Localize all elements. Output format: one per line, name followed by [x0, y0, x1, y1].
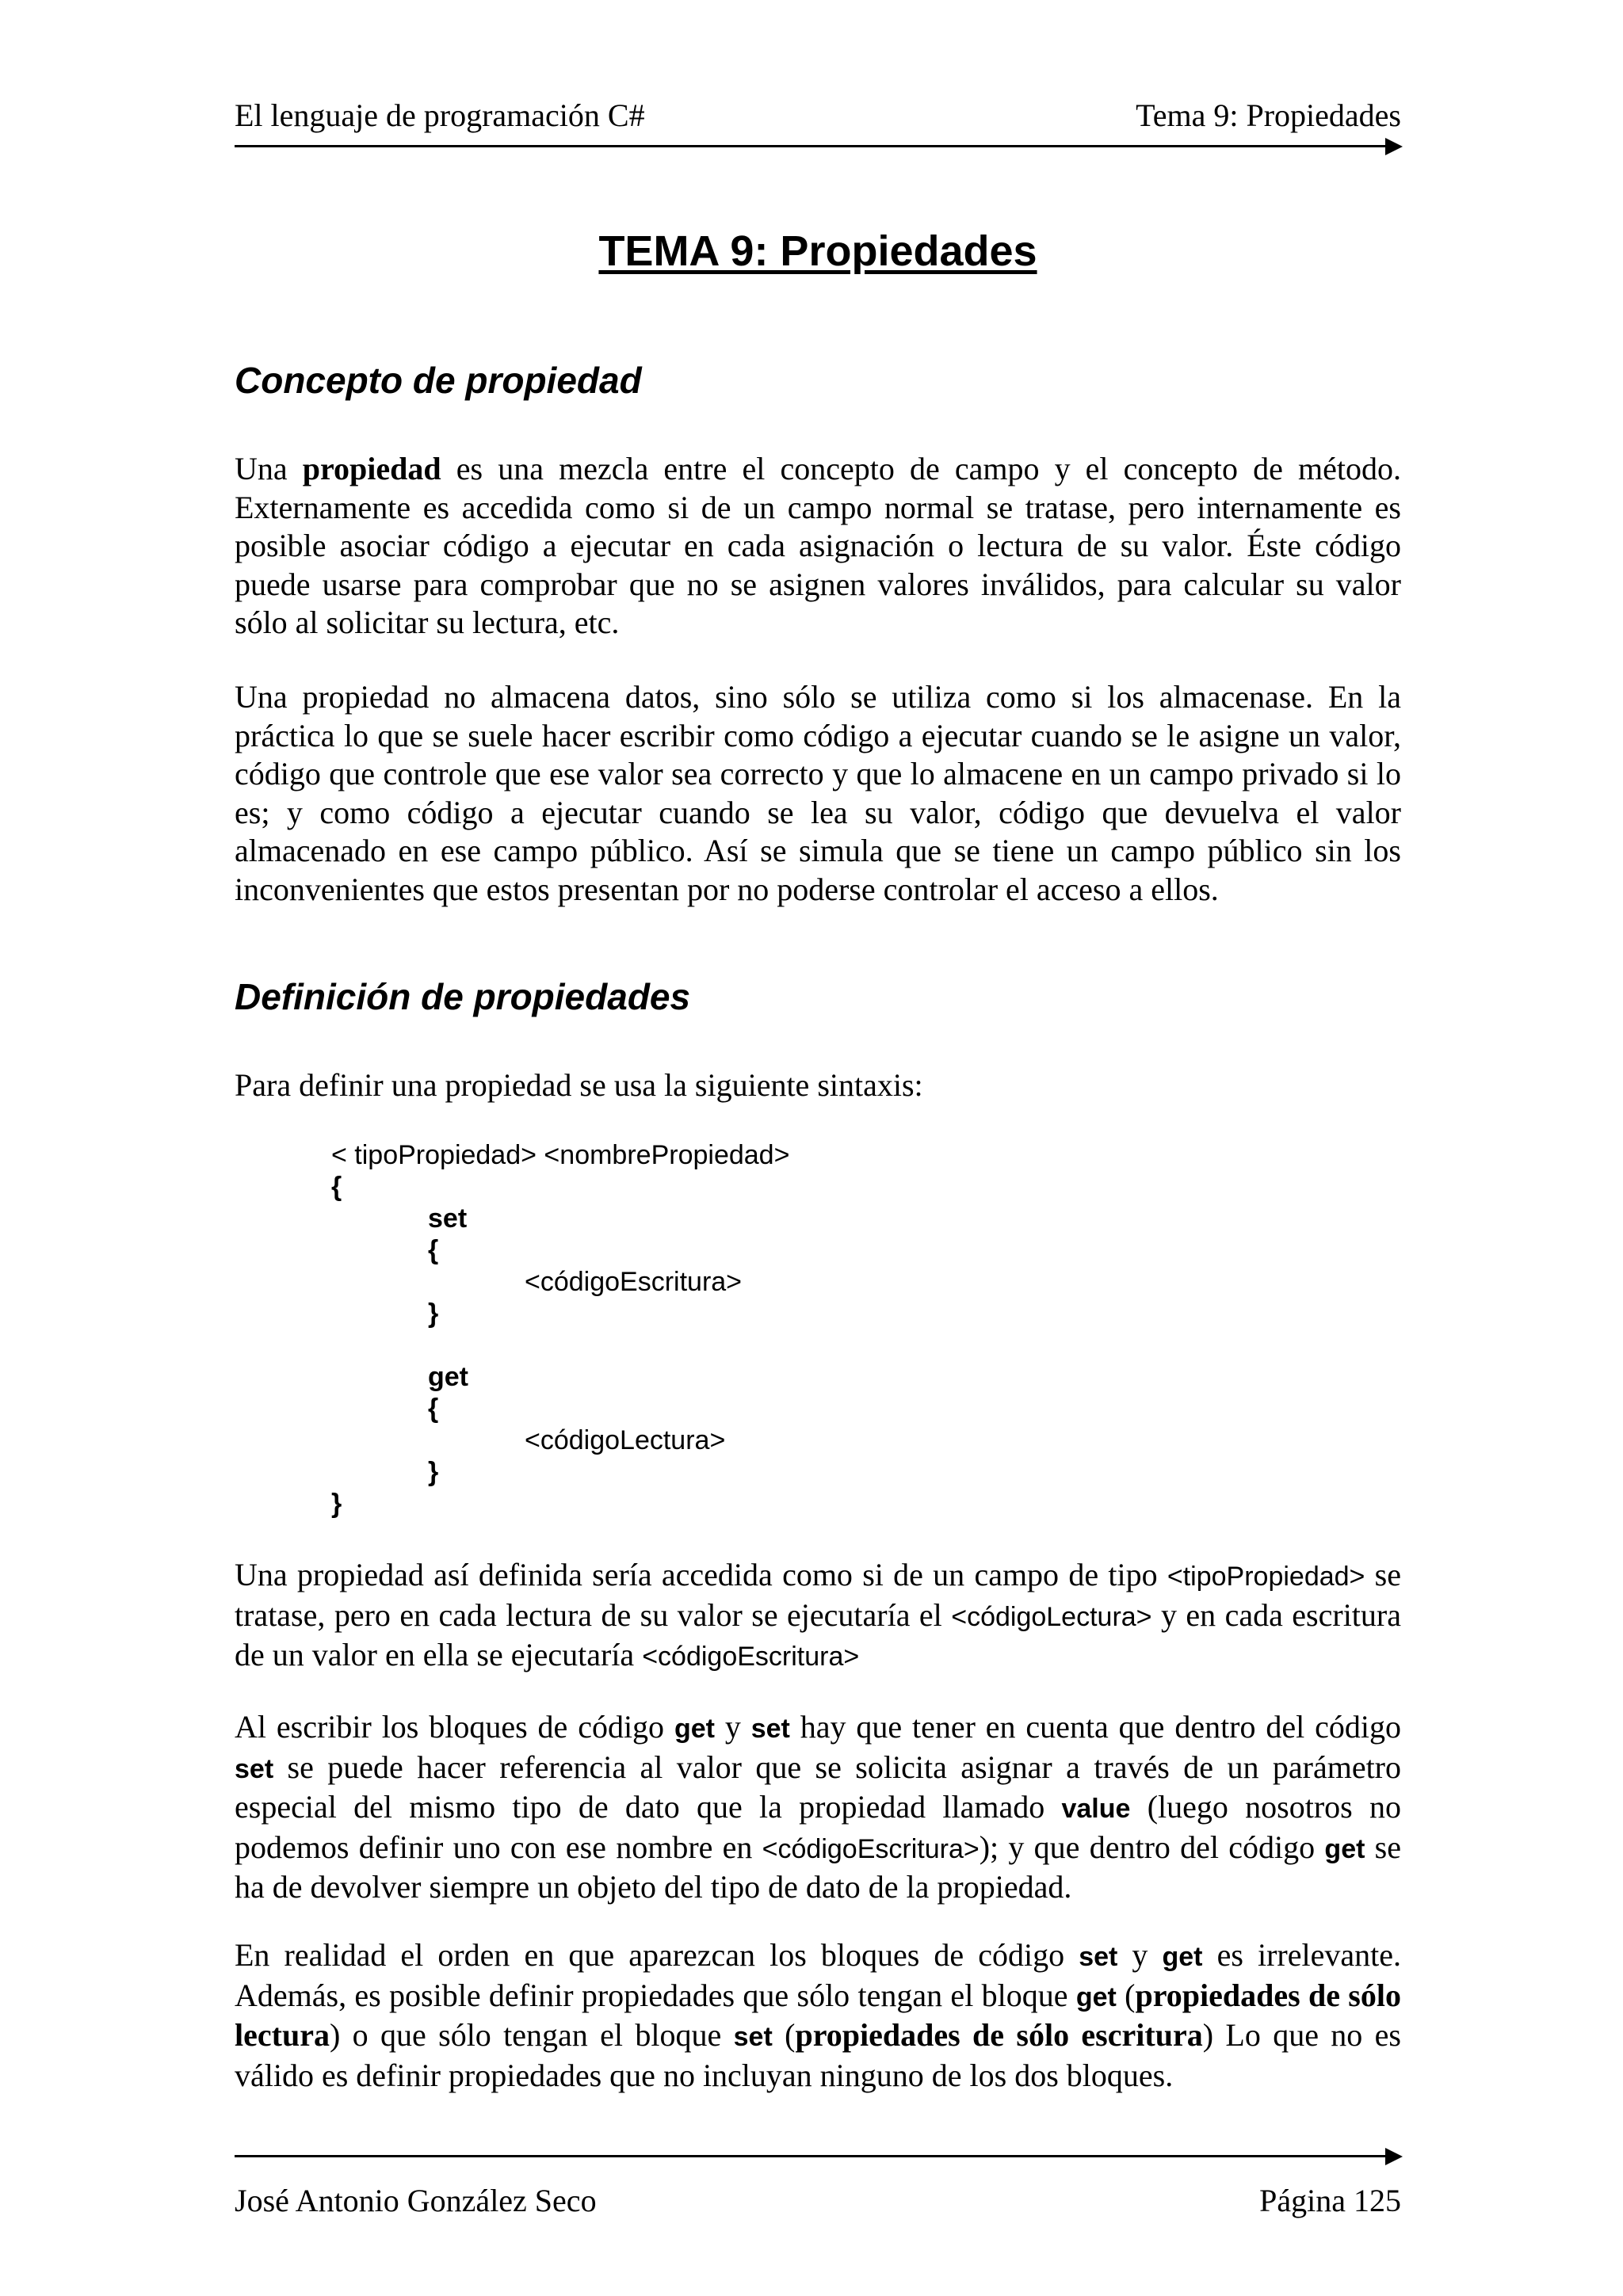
code-set-close-brace: }	[428, 1299, 439, 1329]
footer-page-number: Página 125	[1259, 2183, 1401, 2218]
header-chapter: Tema 9: Propiedades	[1136, 97, 1401, 133]
document-page	[235, 0, 1401, 2296]
paragraph-2: Una propiedad no almacena datos, sino sólo se utiliza como si los almacenase. En la práctica lo que se suele hacer escribir como código a ejecutar cuando se le asigne un valor, código que controle que ese valor sea correcto y que lo almacene en un campo privado si lo es; y como código a ejecutar cuando se lea su valor, código que devuelva el valor almacenado en ese campo público. Así se simula que se tiene un campo público sin los inconvenientes que estos presentan por no poderse controlar el acceso a ellos.	[235, 679, 1401, 907]
paragraph-4: Al escribir los bloques de código get y set hay que tener en cuenta que dentro del código set se puede hacer referencia al valor que se solicita asignar a través de un parámetro especial del mismo tipo de dato que la propiedad llamado value (luego nosotros no podemos definir uno con ese nombre en <códigoEscritura>); y que dentro del código get se ha de devolver siempre un objeto del tipo de dato de la propiedad.	[235, 1709, 1402, 1905]
code-set-keyword: set	[428, 1203, 468, 1234]
paragraph-syntax-intro: Para definir una propiedad se usa la siguiente sintaxis:	[235, 1067, 923, 1103]
footer-author: José Antonio González Seco	[235, 2183, 597, 2218]
code-open-brace: {	[331, 1172, 342, 1202]
section-heading-definicion: Definición de propiedades	[235, 976, 691, 1017]
section-heading-concepto: Concepto de propiedad	[235, 360, 642, 401]
code-get-open-brace: {	[428, 1394, 439, 1424]
paragraph-1: Una propiedad es una mezcla entre el concepto de campo y el concepto de método. Externamente es accedida como si de un campo normal se tratase, pero internamente es posible asociar código a ejecutar en cada asignación o lectura de su valor. Éste código puede usarse para comprobar que no se asignen valores inválidos, para calcular su valor sólo al solicitar su lectura, etc.	[235, 451, 1402, 640]
header-arrow-icon	[1385, 138, 1403, 155]
code-set-open-brace: {	[428, 1235, 439, 1265]
code-get-keyword: get	[428, 1362, 468, 1392]
code-get-close-brace: }	[428, 1457, 439, 1487]
code-set-body: <códigoEscritura>	[525, 1267, 743, 1297]
paragraph-3: Una propiedad así definida sería accedida como si de un campo de tipo <tipoPropiedad> se tratase, pero en cada lectura de su valor se ejecutaría el <códigoLectura> y en cada escritura de un valor en ella se ejecutaría <códigoEscritura>	[235, 1557, 1401, 1672]
running-footer	[235, 2182, 1401, 2220]
code-get-body: <códigoLectura>	[525, 1425, 726, 1455]
chapter-title: TEMA 9: Propiedades	[598, 227, 1037, 275]
code-declaration: < tipoPropiedad> <nombrePropiedad>	[331, 1140, 790, 1170]
header-book-title: El lenguaje de programación C#	[235, 97, 645, 133]
footer-rule	[235, 2155, 1392, 2157]
running-header	[235, 97, 1401, 135]
code-close-brace: }	[331, 1489, 342, 1519]
footer-arrow-icon	[1385, 2148, 1403, 2165]
header-rule	[235, 145, 1392, 147]
paragraph-5: En realidad el orden en que aparezcan los bloques de código set y get es irrelevante. Además, es posible definir propiedades que sólo tengan el bloque get (propiedades de sólo lectura) o que sólo tengan el bloque set (propiedades de sólo escritura) Lo que no es válido es definir propiedades que no incluyan ninguno de los dos bloques.	[235, 1937, 1401, 2093]
